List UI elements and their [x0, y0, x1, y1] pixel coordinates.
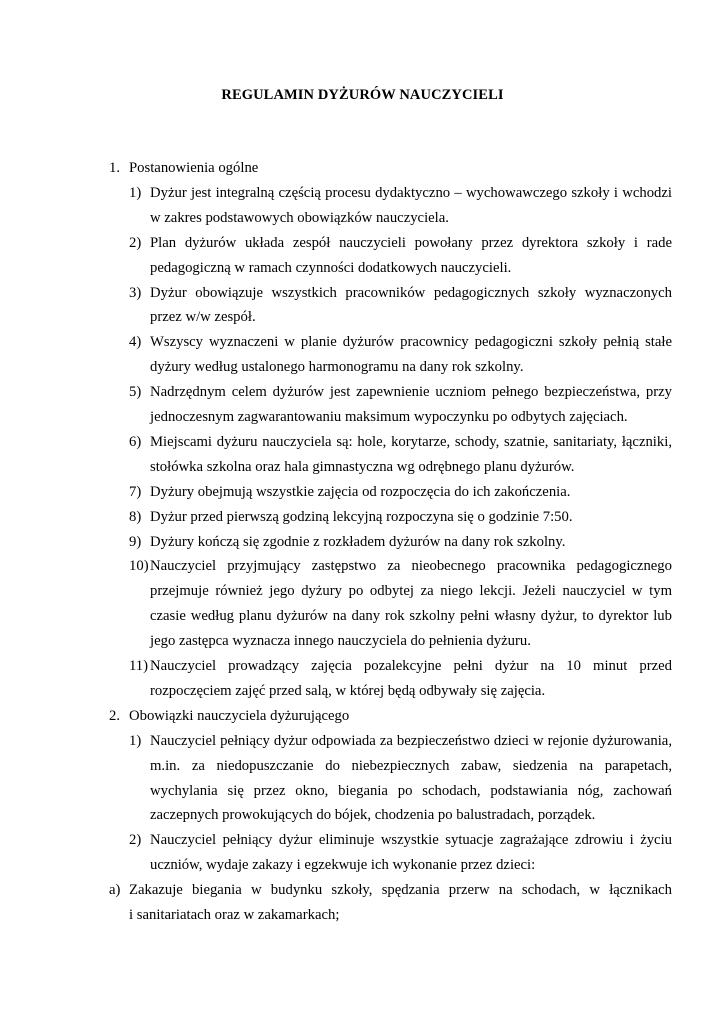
list-item-text: przejmuje również jego dyżury po odbytej za niego lekcji. Jeżeli nauczyciel w tym: [150, 583, 672, 600]
list-item-number: 1): [129, 732, 142, 749]
list-item-text: jednoczesnym zagwarantowaniu maksimum wypoczynku po odbytych zajęciach.: [150, 409, 628, 425]
list-item-number: 11): [129, 658, 149, 674]
section-heading: Postanowienia ogólne: [129, 160, 259, 176]
list-item-number: 9): [129, 533, 142, 550]
section-number: 1.: [109, 160, 121, 176]
list-item-text: Dyżury kończą się zgodnie z rozkładem dyżurów na dany rok szkolny.: [150, 533, 566, 550]
list-item-text: pedagogiczną w ramach czynności dodatkowych nauczycieli.: [150, 259, 512, 276]
list-item-text: Wszyscy wyznaczeni w planie dyżurów pracownicy pedagogiczni szkoły pełnią stałe: [150, 334, 672, 351]
letter-item-text: i sanitariatach oraz w zakamarkach;: [129, 907, 340, 923]
list-item-text: Plan dyżurów układa zespół nauczycieli powołany przez dyrektora szkoły i rade: [150, 234, 672, 251]
section-number: 2.: [109, 707, 121, 724]
list-item-text: m.in. za niedopuszczanie do niebezpiecznych zabaw, siedzenia na parapetach,: [150, 757, 672, 774]
list-item-number: 3): [129, 284, 142, 301]
list-item-text: Dyżur przed pierwszą godziną lekcyjną rozpoczyna się o godzinie 7:50.: [150, 508, 573, 525]
list-item-text: zaczepnych prowokujących do bójek, chodzenia po balustradach, porządek.: [150, 807, 596, 824]
list-item-text: Nauczyciel pełniący dyżur odpowiada za bezpieczeństwo dzieci w rejonie dyżurowania,: [150, 732, 672, 749]
list-item-text: wychylania się przez okno, biegania po schodach, podstawiania nóg, zachowań: [150, 782, 672, 799]
letter-item-marker: a): [109, 882, 121, 899]
letter-item-text: Zakazuje biegania w budynku szkoły, spędzania przerw na schodach, w łącznikach: [129, 882, 672, 899]
list-item-number: 1): [129, 184, 142, 201]
list-item-number: 4): [129, 334, 142, 351]
list-item-text: Dyżur jest integralną częścią procesu dydaktyczno – wychowawczego szkoły i wchodzi: [150, 184, 672, 201]
section-heading: Obowiązki nauczyciela dyżurującego: [129, 707, 350, 724]
list-item-text: Miejscami dyżuru nauczyciela są: hole, korytarze, schody, szatnie, sanitariaty, łączniki,: [150, 433, 672, 450]
list-item-number: 8): [129, 508, 142, 525]
list-item-text: dyżury według ustalonego harmonogramu na dany rok szkolny.: [150, 359, 524, 376]
list-item-text: stołówka szkolna oraz hala gimnastyczna wg odrębnego planu dyżurów.: [150, 458, 575, 475]
list-item-number: 7): [129, 483, 142, 500]
list-item-text: Nauczyciel prowadzący zajęcia pozalekcyjne pełni dyżur na 10 minut przed: [150, 658, 672, 674]
list-item-text: uczniów, wydaje zakazy i egzekwuje ich wykonanie przez dzieci:: [150, 857, 536, 874]
list-item-text: w zakres podstawowych obowiązków nauczyciela.: [150, 209, 449, 226]
list-item-text: Dyżury obejmują wszystkie zajęcia od rozpoczęcia do ich zakończenia.: [150, 483, 571, 500]
list-item-number: 2): [129, 234, 142, 251]
list-item-text: rozpoczęciem zajęć przed salą, w której będą odbywały się zajęcia.: [150, 682, 546, 699]
list-item-number: 5): [129, 384, 142, 401]
list-item-text: Nadrzędnym celem dyżurów jest zapewnienie uczniom pełnego bezpieczeństwa, przy: [150, 384, 672, 401]
list-item-text: przez w/w zespół.: [150, 309, 256, 326]
list-item-text: Nauczyciel pełniący dyżur eliminuje wszystkie sytuacje zagrażające zdrowiu i życiu: [150, 832, 672, 849]
list-item-number: 2): [129, 832, 142, 849]
list-item-text: czasie według planu dyżurów na dany rok szkolny pełni własny dyżur, to dyrektor lub: [150, 608, 672, 625]
list-item-number: 10): [129, 558, 149, 575]
list-item-text: Nauczyciel przyjmujący zastępstwo za nieobecnego pracownika pedagogicznego: [150, 558, 672, 575]
document-title: REGULAMIN DYŻURÓW NAUCZYCIELI: [221, 87, 504, 103]
list-item-text: jego zastępca wyznacza innego nauczyciela do pełnienia dyżuru.: [150, 633, 531, 650]
list-item-number: 6): [129, 433, 142, 450]
list-item-text: Dyżur obowiązuje wszystkich pracowników pedagogicznych szkoły wyznaczonych: [150, 284, 672, 301]
